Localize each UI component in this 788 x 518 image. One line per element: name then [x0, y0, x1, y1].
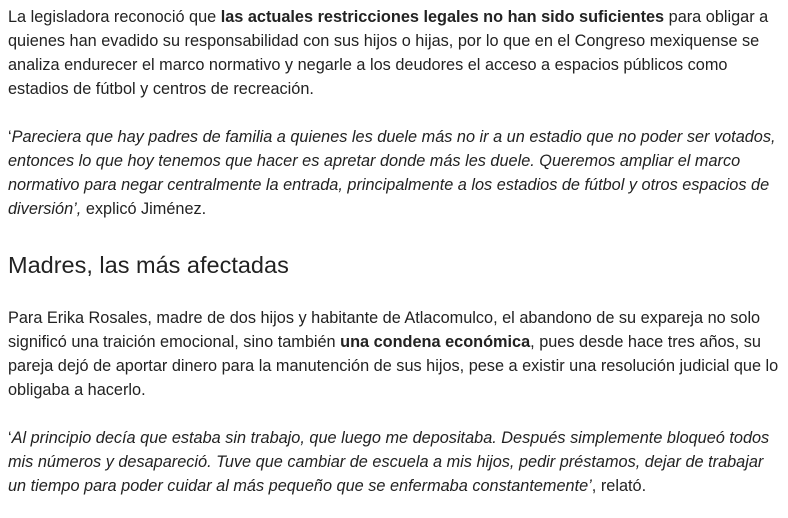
paragraph-text: para obligar a quienes han evadido su responsabilidad con sus hijos o hijas, por lo que en el Congreso mexiquense se analiza endurecer el marco normativo y negarle a los deudores el acceso a espacios públicos como estadios de fútbol y centros de recreación.	[8, 8, 769, 98]
quote-open-mark: ‘	[8, 128, 12, 146]
section-heading: Madres, las más afectadas	[8, 252, 289, 278]
quote-attribution: explicó Jiménez.	[81, 200, 207, 218]
paragraph-text: La legisladora reconoció que	[8, 8, 221, 26]
quote-open-mark: ‘	[8, 429, 12, 447]
emphasis-text: una condena económica	[340, 333, 531, 351]
paragraph-erika	[8, 306, 780, 402]
quote-erika	[8, 426, 780, 498]
paragraph-text: , pues desde hace tres años, su pareja dejó de aportar dinero para la manutención de sus hijos, pese a existir una resolución judicial que lo obligaba a hacerlo.	[8, 333, 779, 399]
paragraph-text: Para Erika Rosales, madre de dos hijos y habitante de Atlacomulco, el abandono de su expareja no solo significó una traición emocional, sino también	[8, 309, 761, 351]
quote-jimenez	[8, 125, 780, 221]
quote-text: Pareciera que hay padres de familia a quienes les duele más no ir a un estadio que no poder ser votados, entonces lo que hoy tenemos que hacer es apretar donde más les duele. Queremos ampliar el marco normativo para negar centralmente la entrada, principalmente a los estadios de fútbol y otros espacios de diversión’,	[8, 128, 776, 218]
quote-attribution: , relató.	[591, 477, 647, 495]
emphasis-text: las actuales restricciones legales no han sido suficientes	[220, 8, 665, 26]
paragraph-legislator	[8, 5, 780, 101]
quote-text: Al principio decía que estaba sin trabajo, que luego me depositaba. Después simplemente bloqueó todos mis números y desapareció. Tuve que cambiar de escuela a mis hijos, pedir préstamos, dejar de trabajar un tiempo para poder cuidar al más pequeño que se enfermaba constantemente’	[8, 429, 770, 495]
